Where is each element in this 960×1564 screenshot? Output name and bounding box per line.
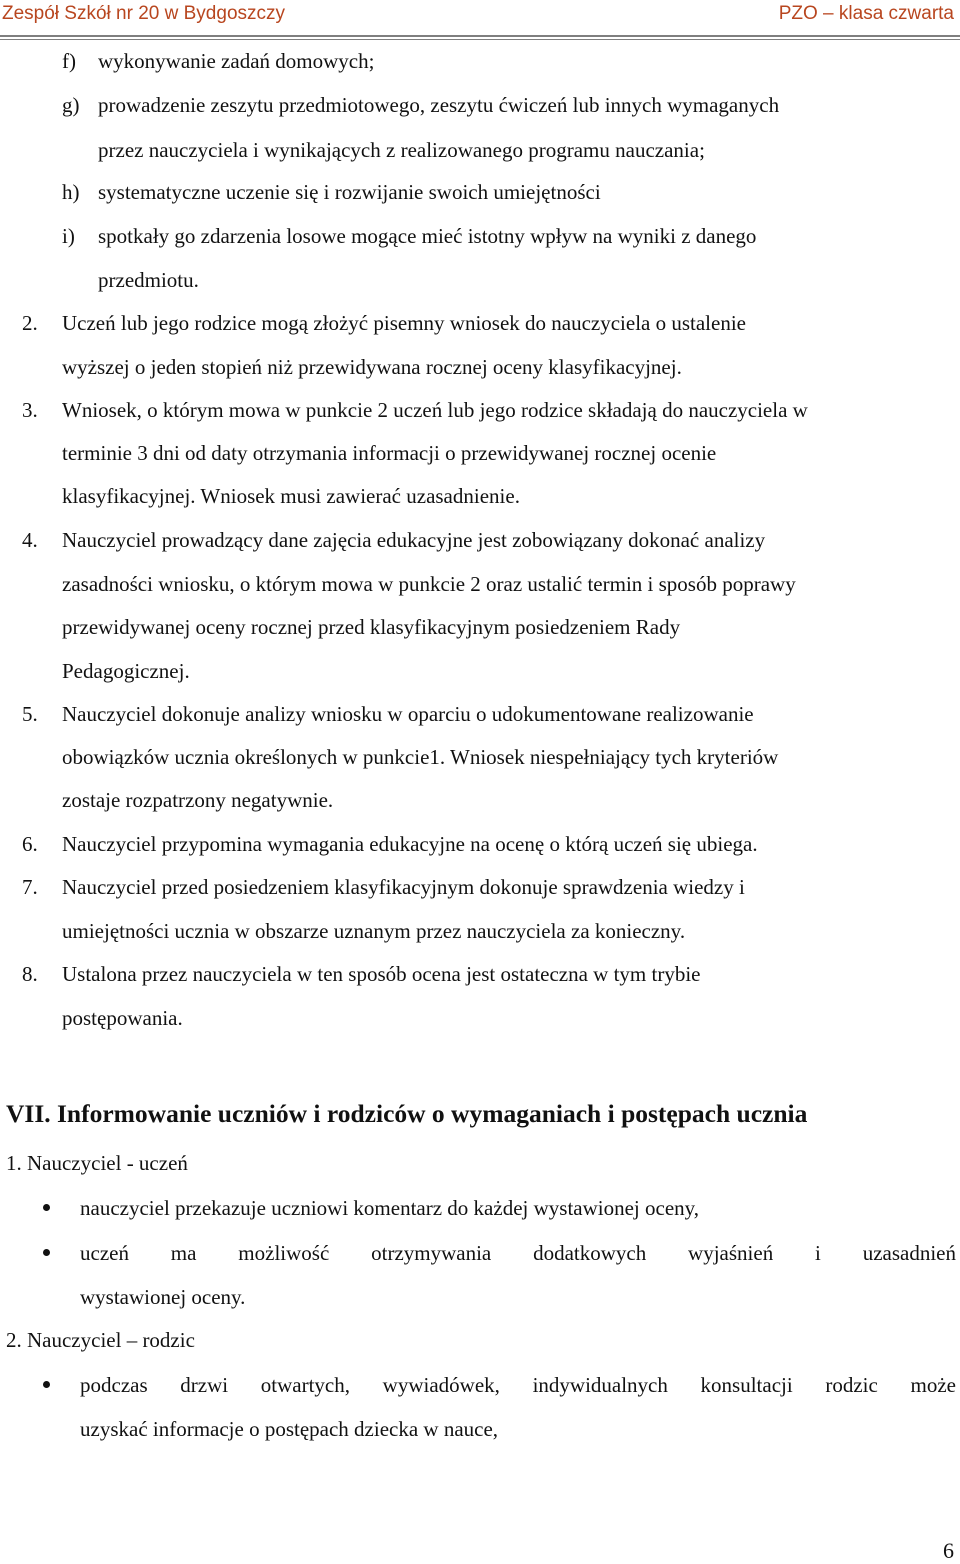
- point-number: 8.: [22, 962, 38, 986]
- subsection-title: 2. Nauczyciel – rodzic: [6, 1328, 195, 1352]
- point-line: wyższej o jeden stopień niż przewidywana rocznej oceny klasyfikacyjnej.: [62, 355, 682, 379]
- point-line: Wniosek, o którym mowa w punkcie 2 uczeń lub jego rodzice składają do nauczyciela w: [62, 398, 808, 422]
- point-number: 5.: [22, 702, 38, 726]
- item-f-marker: f): [62, 49, 76, 73]
- item-g-line: przez nauczyciela i wynikających z realizowanego programu nauczania;: [98, 138, 705, 162]
- item-h-marker: h): [62, 180, 80, 204]
- point-line: umiejętności ucznia w obszarze uznanym przez nauczyciela za konieczny.: [62, 919, 686, 943]
- point-line: zostaje rozpatrzony negatywnie.: [62, 788, 334, 812]
- bullet-icon: [43, 1249, 50, 1256]
- item-f-text: wykonywanie zadań domowych;: [98, 49, 375, 73]
- subsection-title: 1. Nauczyciel - uczeń: [6, 1151, 188, 1175]
- bullet-line: wystawionej oceny.: [80, 1285, 246, 1309]
- point-line: terminie 3 dni od daty otrzymania informacji o przewidywanej rocznej ocenie: [62, 441, 717, 465]
- section-heading: VII. Informowanie uczniów i rodziców o wymaganiach i postępach ucznia: [6, 1099, 808, 1128]
- item-i-marker: i): [62, 224, 75, 248]
- point-number: 2.: [22, 311, 38, 335]
- point-line: postępowania.: [62, 1006, 183, 1030]
- point-line: klasyfikacyjnej. Wniosek musi zawierać uzasadnienie.: [62, 484, 520, 508]
- point-number: 7.: [22, 875, 38, 899]
- item-i-line: przedmiotu.: [98, 268, 199, 292]
- bullet-line: nauczyciel przekazuje uczniowi komentarz do każdej wystawionej oceny,: [80, 1196, 700, 1220]
- bullet-line: podczas drzwi otwartych, wywiadówek, indywidualnych konsultacji rodzic może: [80, 1373, 956, 1397]
- item-i-line: spotkały go zdarzenia losowe mogące mieć istotny wpływ na wyniki z danego: [98, 224, 757, 248]
- point-line: Nauczyciel przed posiedzeniem klasyfikacyjnym dokonuje sprawdzenia wiedzy i: [62, 875, 745, 899]
- item-h-text: systematyczne uczenie się i rozwijanie swoich umiejętności: [98, 180, 601, 204]
- page-number: 6: [943, 1538, 954, 1563]
- point-number: 6.: [22, 832, 38, 856]
- school-name: Zespół Szkół nr 20 w Bydgoszczy: [2, 3, 286, 24]
- point-line: Uczeń lub jego rodzice mogą złożyć pisemny wniosek do nauczyciela o ustalenie: [62, 311, 746, 335]
- point-line: Nauczyciel przypomina wymagania edukacyjne na ocenę o którą uczeń się ubiega.: [62, 832, 758, 856]
- item-g-line: prowadzenie zeszytu przedmiotowego, zeszytu ćwiczeń lub innych wymaganych: [98, 93, 780, 117]
- document-section: PZO – klasa czwarta: [778, 3, 954, 24]
- point-line: obowiązków ucznia określonych w punkcie1. Wniosek niespełniający tych kryteriów: [62, 745, 779, 769]
- point-line: zasadności wniosku, o którym mowa w punkcie 2 oraz ustalić termin i sposób poprawy: [62, 572, 796, 596]
- point-number: 3.: [22, 398, 38, 422]
- bullet-line: uczeń ma możliwość otrzymywania dodatkowych wyjaśnień i uzasadnień: [80, 1241, 956, 1265]
- point-line: Nauczyciel prowadzący dane zajęcia edukacyjne jest zobowiązany dokonać analizy: [62, 528, 766, 552]
- item-g-marker: g): [62, 93, 80, 117]
- point-line: Nauczyciel dokonuje analizy wniosku w oparciu o udokumentowane realizowanie: [62, 702, 754, 726]
- point-number: 4.: [22, 528, 38, 552]
- header-divider: [0, 35, 960, 40]
- point-line: Ustalona przez nauczyciela w ten sposób ocena jest ostateczna w tym trybie: [62, 962, 701, 986]
- bullet-icon: [43, 1204, 50, 1211]
- point-line: przewidywanej oceny rocznej przed klasyfikacyjnym posiedzeniem Rady: [62, 615, 681, 639]
- bullet-icon: [43, 1381, 50, 1388]
- page-header: [0, 0, 960, 38]
- bullet-line: uzyskać informacje o postępach dziecka w nauce,: [80, 1417, 499, 1441]
- point-line: Pedagogicznej.: [62, 659, 190, 683]
